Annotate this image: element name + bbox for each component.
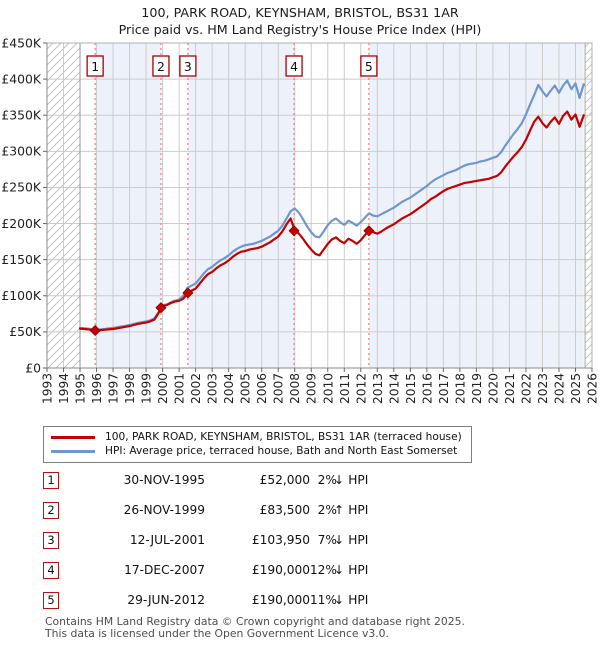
- y-tick-label: £200K: [1, 215, 41, 231]
- sale-date: 26-NOV-1999: [123, 503, 205, 517]
- arrow-down-icon: ↓: [334, 563, 345, 577]
- table-row: [43, 532, 563, 552]
- table-row: [43, 472, 563, 492]
- sale-number-badge: 4: [43, 562, 59, 579]
- legend-label: 100, PARK ROAD, KEYNSHAM, BRISTOL, BS31 1AR (terraced house): [105, 431, 462, 443]
- sale-date: 17-DEC-2007: [124, 563, 205, 577]
- sale-number-label: 3: [183, 59, 192, 74]
- x-tick-label: 2014: [387, 373, 402, 405]
- table-row: [43, 502, 563, 522]
- x-tick-label: 2019: [469, 373, 484, 405]
- sale-pct-vs-hpi: 12%: [309, 563, 337, 577]
- arrow-down-icon: ↓: [334, 593, 345, 607]
- legend-label: HPI: Average price, terraced house, Bath and North East Somerset: [105, 445, 458, 457]
- x-tick-label: 1995: [73, 373, 88, 405]
- y-tick-label: £400K: [1, 71, 41, 87]
- sale-number-badge: 2: [43, 502, 59, 519]
- x-tick-label: 2007: [271, 373, 286, 405]
- sale-price: £52,000: [259, 473, 310, 487]
- sale-price: £103,950: [251, 533, 310, 547]
- x-tick-label: 2020: [486, 373, 501, 405]
- sale-pct-vs-hpi: 11%: [309, 593, 337, 607]
- x-tick-label: 2017: [436, 373, 451, 405]
- sale-number-label: 1: [91, 59, 100, 74]
- sale-price: £190,000: [251, 563, 310, 577]
- footer-line2: This data is licensed under the Open Government Licence v3.0.: [45, 626, 389, 640]
- sale-number-label: 2: [157, 59, 165, 74]
- x-tick-label: 2008: [288, 373, 303, 405]
- y-tick-label: £450K: [1, 35, 41, 51]
- x-tick-label: 2015: [403, 373, 418, 405]
- table-row: [43, 562, 563, 582]
- sale-number-badge: 3: [43, 532, 59, 549]
- x-tick-label: 1998: [123, 373, 138, 405]
- chart-title-line1: 100, PARK ROAD, KEYNSHAM, BRISTOL, BS31 1AR: [141, 5, 459, 20]
- hpi-text: HPI: [348, 473, 369, 487]
- sale-number-label: 4: [290, 59, 299, 74]
- sale-number-label: 5: [364, 59, 373, 74]
- sales-table: [43, 472, 563, 612]
- sale-number-badge: 5: [43, 592, 59, 609]
- x-tick-label: 2011: [337, 373, 352, 405]
- legend-entry-hpi: [51, 444, 462, 458]
- y-tick-label: £350K: [1, 107, 41, 123]
- x-tick-label: 2002: [189, 373, 204, 405]
- arrow-down-icon: ↓: [334, 533, 345, 547]
- y-tick-label: £50K: [9, 324, 41, 340]
- x-tick-label: 2004: [222, 373, 237, 405]
- table-row: [43, 592, 563, 612]
- hpi-text: HPI: [348, 563, 369, 577]
- x-tick-label: 2003: [205, 373, 220, 405]
- x-tick-label: 2010: [321, 373, 336, 405]
- arrow-up-icon: ↑: [334, 503, 345, 517]
- arrow-down-icon: ↓: [334, 473, 345, 487]
- x-tick-label: 2009: [304, 373, 319, 405]
- license-footer: [45, 616, 465, 639]
- y-tick-label: £250K: [1, 179, 41, 195]
- legend-entry-price-paid: [51, 430, 462, 444]
- sale-date: 29-JUN-2012: [127, 593, 205, 607]
- x-tick-label: 2024: [552, 373, 567, 405]
- chart-legend: [43, 426, 472, 463]
- y-tick-label: £100K: [1, 288, 41, 304]
- footer-line1: Contains HM Land Registry data © Crown copyright and database right 2025.: [45, 615, 465, 628]
- sale-pct-vs-hpi: 2%: [317, 503, 337, 517]
- sale-date: 12-JUL-2001: [129, 533, 205, 547]
- sale-hpi-comparison: [334, 503, 368, 517]
- hpi-text: HPI: [348, 503, 369, 517]
- x-tick-label: 2016: [420, 373, 435, 405]
- price-paid-line-swatch: [51, 436, 95, 439]
- x-tick-label: 2021: [502, 373, 517, 405]
- sale-hpi-comparison: [334, 473, 368, 487]
- x-tick-label: 1997: [106, 373, 121, 405]
- x-tick-label: 1996: [90, 373, 105, 405]
- x-tick-label: 2023: [535, 373, 550, 405]
- y-tick-label: £0: [25, 360, 41, 376]
- sale-number-badge: 1: [43, 472, 59, 489]
- x-tick-label: 2006: [255, 373, 270, 405]
- x-tick-label: 2018: [453, 373, 468, 405]
- x-tick-label: 2001: [172, 373, 187, 405]
- sale-hpi-comparison: [334, 563, 368, 577]
- x-tick-label: 1994: [57, 373, 72, 405]
- x-tick-label: 1993: [40, 373, 55, 405]
- x-tick-label: 2012: [354, 373, 369, 405]
- hpi-text: HPI: [348, 593, 369, 607]
- sale-price: £83,500: [259, 503, 310, 517]
- sale-pct-vs-hpi: 2%: [317, 473, 337, 487]
- sale-hpi-comparison: [334, 533, 368, 547]
- hpi-text: HPI: [348, 533, 369, 547]
- sale-pct-vs-hpi: 7%: [317, 533, 337, 547]
- x-tick-label: 2000: [156, 373, 171, 405]
- sale-date: 30-NOV-1995: [123, 473, 205, 487]
- y-tick-label: £300K: [1, 143, 41, 159]
- plot-area: [1, 35, 599, 404]
- x-tick-label: 1999: [139, 373, 154, 405]
- hpi-line-swatch: [51, 450, 95, 453]
- no-data-hatch-right: [585, 43, 592, 368]
- x-tick-label: 2005: [238, 373, 253, 405]
- x-tick-label: 2025: [568, 373, 583, 405]
- x-tick-label: 2026: [585, 373, 600, 405]
- sale-hpi-comparison: [334, 593, 368, 607]
- x-tick-label: 2022: [519, 373, 534, 405]
- chart-title-line2: Price paid vs. HM Land Registry's House Price Index (HPI): [118, 22, 482, 37]
- sale-price: £190,000: [251, 593, 310, 607]
- y-tick-label: £150K: [1, 251, 41, 267]
- x-tick-label: 2013: [370, 373, 385, 405]
